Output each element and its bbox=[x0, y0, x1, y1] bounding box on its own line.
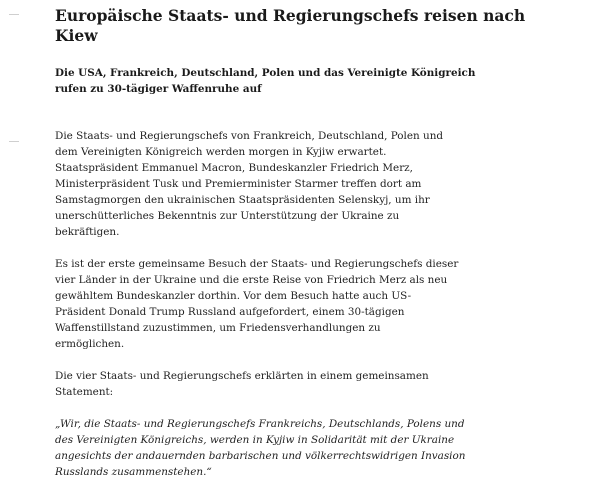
paragraph-line: Ministerpräsident Tusk und Premierminister Starmer treffen dort am bbox=[55, 178, 422, 190]
article bbox=[55, 6, 595, 480]
article-title bbox=[55, 6, 526, 46]
paragraph-line: vier Länder in der Ukraine und die erste Reise von Friedrich Merz als neu bbox=[55, 274, 448, 286]
quote-line: Russlands zusammenstehen.“ bbox=[55, 466, 212, 478]
paragraph-line: Samstagmorgen den ukrainischen Staatspräsidenten Selenskyj, um ihr bbox=[55, 194, 430, 206]
margin-dash-top bbox=[9, 14, 19, 15]
paragraph-line: bekräftigen. bbox=[55, 226, 120, 238]
article-subtitle bbox=[55, 65, 476, 97]
quote-line: angesichts der andauernden barbarischen und völkerrechtswidrigen Invasion bbox=[55, 450, 466, 462]
paragraph-line: dem Vereinigten Königreich werden morgen in Kyjiw erwartet. bbox=[55, 146, 387, 158]
paragraph-line: Präsident Donald Trump Russland aufgefordert, einem 30-tägigen bbox=[55, 306, 405, 318]
margin-dash-body bbox=[9, 141, 19, 142]
title-line: Europäische Staats- und Regierungschefs reisen nach bbox=[55, 6, 526, 25]
paragraph-line: Die vier Staats- und Regierungschefs erklärten in einem gemeinsamen bbox=[55, 370, 429, 382]
paragraph-line: unerschütterliches Bekenntnis zur Unterstützung der Ukraine zu bbox=[55, 210, 400, 222]
paragraph-line: ermöglichen. bbox=[55, 338, 125, 350]
joint-statement-quote bbox=[55, 416, 595, 480]
quote-line: „Wir, die Staats- und Regierungschefs Frankreichs, Deutschlands, Polens und bbox=[55, 418, 465, 430]
paragraph-line: Staatspräsident Emmanuel Macron, Bundeskanzler Friedrich Merz, bbox=[55, 162, 413, 174]
quote-line: des Vereinigten Königreichs, werden in Kyjiw in Solidarität mit der Ukraine bbox=[55, 434, 455, 446]
subtitle-line: Die USA, Frankreich, Deutschland, Polen und das Vereinigte Königreich bbox=[55, 67, 476, 79]
paragraph-line: Die Staats- und Regierungschefs von Frankreich, Deutschland, Polen und bbox=[55, 130, 444, 142]
paragraph-1 bbox=[55, 128, 595, 240]
paragraph-line: Statement: bbox=[55, 386, 114, 398]
paragraph-line: Waffenstillstand zuzustimmen, um Friedensverhandlungen zu bbox=[55, 322, 381, 334]
article-body bbox=[55, 128, 595, 480]
paragraph-2 bbox=[55, 256, 595, 352]
subtitle-line: rufen zu 30-tägiger Waffenruhe auf bbox=[55, 83, 262, 95]
paragraph-line: Es ist der erste gemeinsame Besuch der Staats- und Regierungschefs dieser bbox=[55, 258, 459, 270]
title-line: Kiew bbox=[55, 26, 98, 45]
paragraph-3 bbox=[55, 368, 595, 400]
paragraph-line: gewähltem Bundeskanzler dorthin. Vor dem Besuch hatte auch US- bbox=[55, 290, 412, 302]
